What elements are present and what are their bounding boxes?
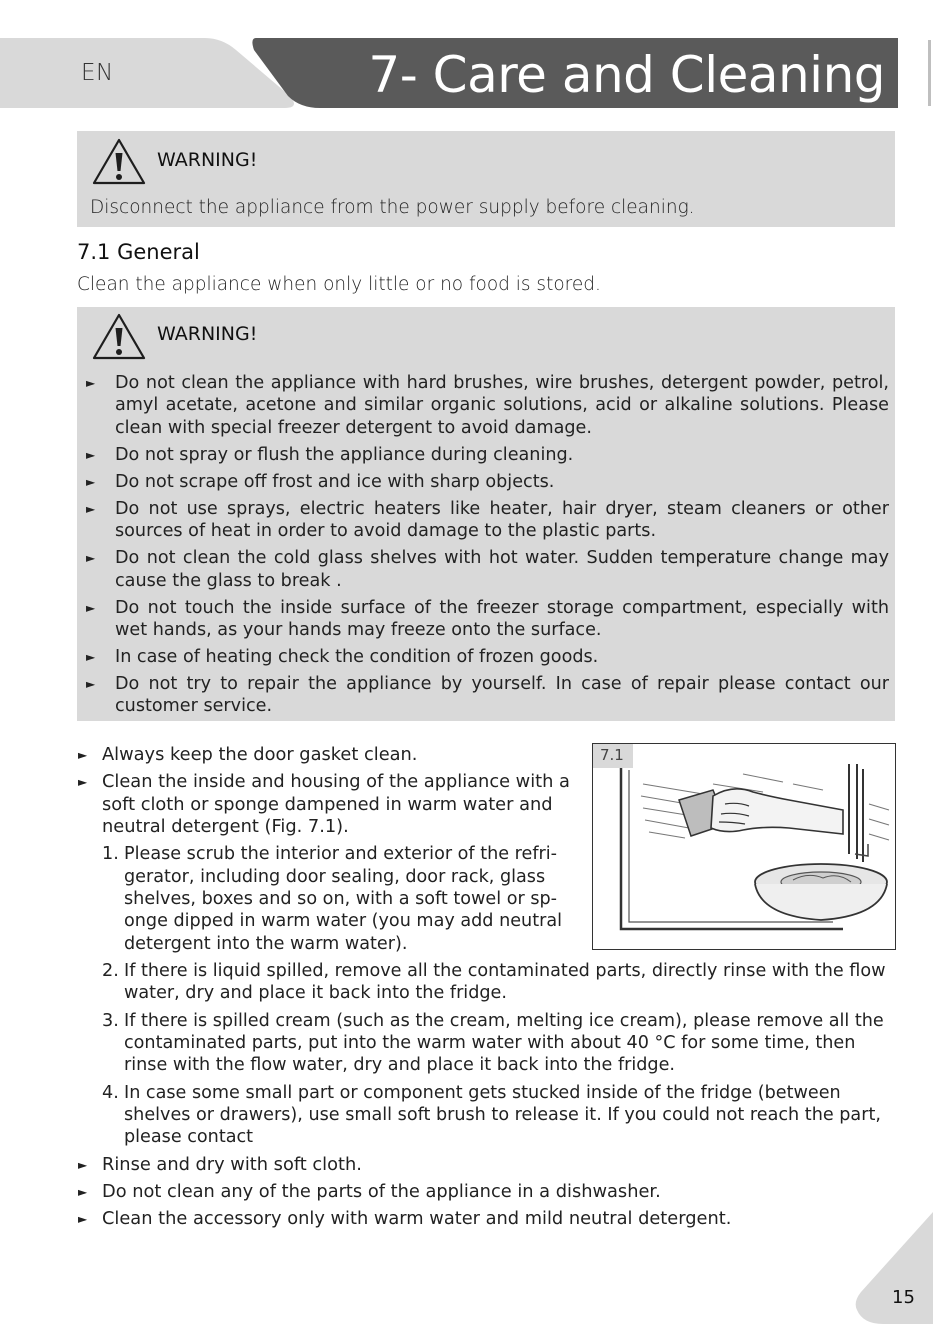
bullet-arrow-icon: ►: [86, 474, 96, 489]
warning-box-cleaning: [77, 307, 895, 721]
list-item: ► Do not clean any of the parts of the appliance in a dishwasher.: [78, 1180, 661, 1202]
header-edge-mark: [928, 40, 931, 106]
list-item: ► Do not touch the inside surface of the freezer storage compartment, especially with wet hands, as your hands may freeze onto the surface.: [86, 597, 889, 641]
bullet-arrow-icon: ►: [78, 1212, 88, 1227]
list-item: ► Always keep the door gasket clean.: [78, 744, 418, 765]
section-title: 7.1 General: [77, 240, 200, 264]
section-lead-text: Clean the appliance when only little or no food is stored.: [77, 274, 601, 295]
bullet-arrow-icon: ►: [86, 650, 96, 665]
numbered-item: 3. If there is spilled cream (such as the cream, melting ice cream), please remove all the contaminated parts, put into the warm water with about 40 °C for some time, then rinse with the flow water, dry and place it back into the fridge.: [102, 1010, 884, 1076]
bullet-arrow-icon: ►: [86, 447, 96, 462]
numbered-sub-list: [102, 843, 903, 1149]
numbered-item: 4. In case some small part or component gets stucked inside of the fridge (between shelves or drawers), use small soft brush to release it. If you could not reach the part, please contact: [102, 1082, 881, 1148]
warning-list: [77, 372, 895, 722]
list-item-text: Clean the inside and housing of the appliance with a soft cloth or sponge dampened in warm water and neutral detergent (Fig. 7.1).: [102, 771, 570, 838]
list-item: ► Rinse and dry with soft cloth.: [78, 1153, 362, 1175]
bullet-arrow-icon: ►: [86, 600, 96, 615]
page-number: 15: [892, 1287, 915, 1308]
language-label: EN: [81, 60, 114, 86]
bullet-arrow-icon: ►: [78, 748, 88, 762]
warning-triangle-icon: [91, 137, 147, 187]
chapter-title: 7- Care and Cleaning: [368, 46, 885, 104]
list-item: ► Do not scrape off frost and ice with sharp objects.: [86, 471, 555, 492]
warning-text: Disconnect the appliance from the power supply before cleaning.: [90, 197, 695, 218]
bullet-arrow-icon: ►: [86, 501, 96, 516]
bullet-arrow-icon: ►: [78, 775, 88, 790]
bullet-arrow-icon: ►: [86, 551, 96, 566]
list-item: [77, 771, 903, 1149]
bullet-arrow-icon: ►: [78, 1184, 88, 1199]
list-item: ► Clean the accessory only with warm water and mild neutral detergent.: [78, 1208, 732, 1230]
bullet-arrow-icon: ►: [86, 376, 96, 390]
numbered-item: 2. If there is liquid spilled, remove all the contaminated parts, directly rinse with the flow water, dry and place it back into the fridge.: [102, 961, 886, 1004]
warning-title: WARNING!: [157, 323, 258, 345]
warning-box-power: [77, 131, 895, 227]
figure-label: 7.1: [593, 744, 633, 768]
list-item: ► Do not clean the cold glass shelves with hot water. Sudden temperature change may cause the glass to break .: [86, 548, 889, 591]
warning-title: WARNING!: [157, 149, 258, 171]
cleaning-instructions-list: [77, 744, 903, 1235]
bullet-arrow-icon: ►: [78, 1157, 88, 1172]
warning-triangle-icon: [91, 312, 147, 362]
numbered-item: 1. Please scrub the interior and exterior of the refri-gerator, including door sealing, door rack, glass shelves, boxes and so on, with a soft towel or sp-onge dipped in warm water (you may add neutral detergent into the warm water).: [102, 844, 562, 954]
bullet-arrow-icon: ►: [86, 677, 96, 692]
list-item: ► Do not clean the appliance with hard brushes, wire brushes, detergent powder, petrol, amyl acetate, acetone and similar organic solutions, acid or alkaline solutions. Please clean with special freezer detergent to avoid damage.: [86, 373, 889, 438]
list-item: ► Do not use sprays, electric heaters like heater, hair dryer, steam cleaners or other sources of heat in order to avoid damage to the plastic parts.: [86, 498, 889, 542]
list-item: ► Do not spray or flush the appliance during cleaning.: [86, 444, 574, 465]
list-item: ► Do not try to repair the appliance by yourself. In case of repair please contact our customer service.: [86, 674, 889, 717]
list-item: ► In case of heating check the condition of frozen goods.: [86, 647, 599, 668]
